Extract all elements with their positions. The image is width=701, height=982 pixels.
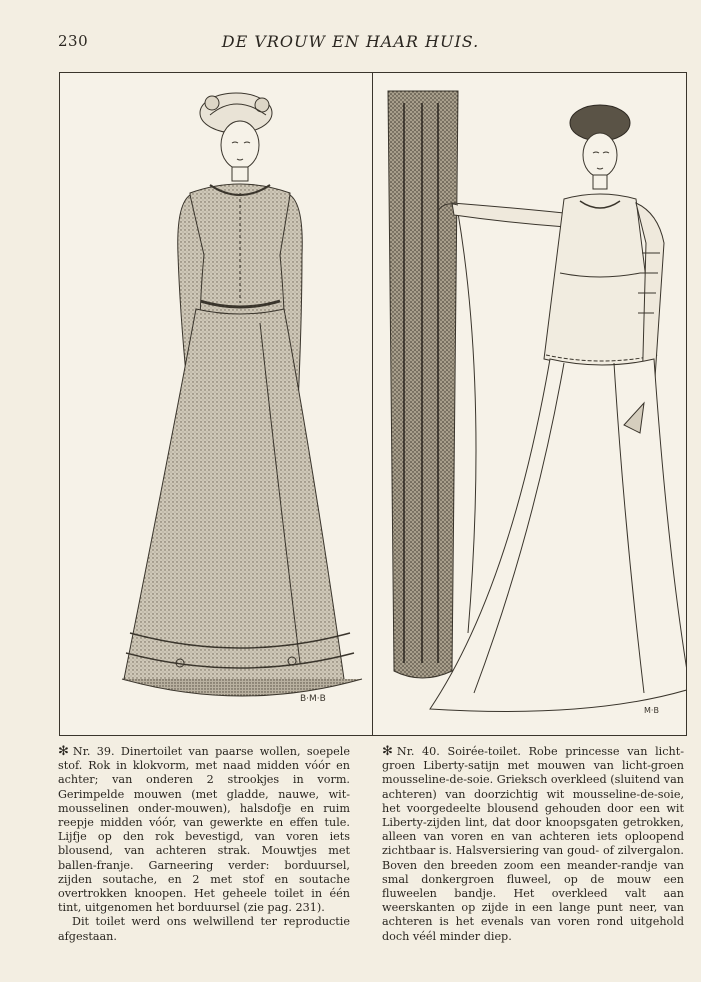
- fashion-plate-dinner-gown: [60, 73, 372, 735]
- fashion-plate-frame: [59, 72, 687, 736]
- caption-text-right: Nr. 40. Soirée-toilet. Robe princesse van licht-groen Liberty-satijn met mouwen van licht-groen mousseline-de-soie. Grieksch overkleed (sluitend van achteren) van doorzichtig wit mousseline-de-soie, het voorgedeelte blousend gehouden door een wit Liberty-zijden lint, dat door knoopsgaten getrokken, alleen van voren en van achteren iets oploopend zichtbaar is. Halsversiering van goud- of zilvergalon. Boven den breeden zoom een meander-randje van smal donkergroen fluweel, op de mouw een fluweelen bandje. Het overkleed valt aan weerskanten op zijde in een lange punt neer, van achteren is het evenals van voren rond uitgehold doch véél minder diep.: [382, 745, 684, 943]
- dinner-gown-illustration: [60, 73, 372, 735]
- caption-text-left: Nr. 39. Dinertoilet van paarse wollen, soepele stof. Rok in klokvorm, met naad midden vóór en achter; van onderen 2 strookjes in vorm. Gerimpelde mouwen (met gladde, nauwe, wit-mousselinen onder-mouwen), halsdofje en ruim reepje midden vóór, van gewerkte en effen tule. Lijfje op den rok bevestigd, van voren iets blousend, van achteren strak. Mouwtjes met ballen-franje. Garneering verder: borduursel, zijden soutache, en 2 met stof en soutache overtrokken knoopen. Het geheele toilet in één tint, uitgenomen het borduursel (zie pag. 231).: [58, 745, 350, 915]
- plate-signature-left: B·M·B: [300, 694, 326, 704]
- caption-evening-gown: [382, 745, 684, 944]
- caption-body-left: [58, 745, 350, 915]
- plate-divider: [372, 73, 373, 735]
- evening-gown-illustration: [374, 73, 686, 735]
- plate-signature-right: M·B: [644, 706, 659, 715]
- running-title: DE VROUW EN HAAR HUIS.: [221, 32, 480, 51]
- fashion-plate-evening-gown: [374, 73, 686, 735]
- caption-body-right: [382, 745, 684, 944]
- asterisk-icon: ✻: [382, 744, 393, 759]
- page-header: [0, 0, 701, 60]
- caption-note-left: Dit toilet werd ons welwillend ter reproductie afgestaan.: [58, 915, 350, 943]
- caption-dinner-gown: [58, 745, 350, 944]
- page-number: 230: [58, 32, 89, 50]
- asterisk-icon: ✻: [58, 744, 69, 759]
